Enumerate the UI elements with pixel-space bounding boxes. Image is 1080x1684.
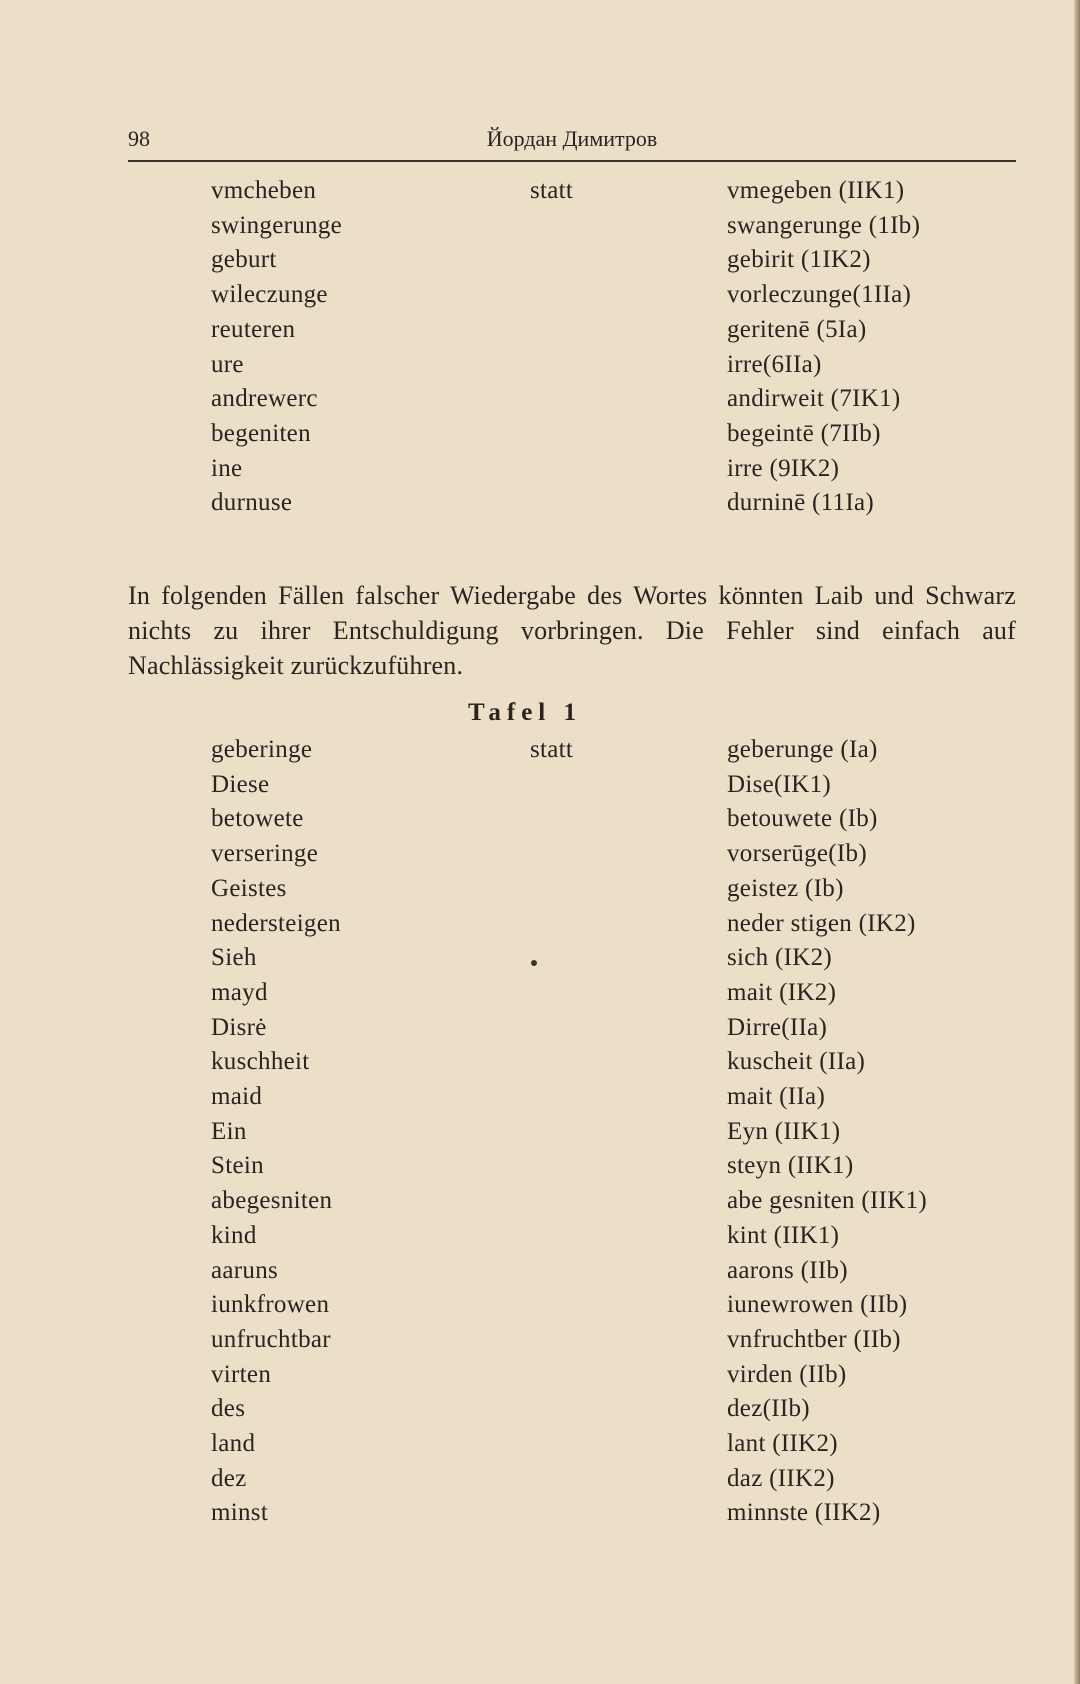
table-row — [0, 243, 1080, 277]
table-row — [0, 1011, 1080, 1045]
original-word: Stein — [211, 1152, 264, 1180]
original-word: wileczunge — [211, 281, 328, 309]
table-row — [0, 941, 1080, 975]
table-row — [0, 452, 1080, 486]
original-word: Sieh — [211, 944, 257, 972]
table-row — [0, 486, 1080, 520]
manuscript-form: vorleczunge(1IIa) — [727, 281, 912, 309]
original-word: begeniten — [211, 419, 311, 447]
table-row — [0, 313, 1080, 347]
table-row — [0, 174, 1080, 208]
statt-label: statt — [530, 736, 574, 763]
table-row — [0, 348, 1080, 382]
original-word: Ein — [211, 1117, 247, 1145]
manuscript-form: Eyn (IIK1) — [727, 1117, 841, 1145]
manuscript-form: swangerunge (1Ib) — [727, 211, 921, 239]
manuscript-form: durninē (11Ia) — [727, 489, 874, 517]
original-word: unfruchtbar — [211, 1325, 331, 1353]
manuscript-form: andirweit (7IK1) — [727, 385, 901, 413]
header-rule — [128, 160, 1016, 162]
manuscript-form: virden (IIb) — [727, 1360, 847, 1388]
original-word: kind — [211, 1221, 257, 1249]
original-word: land — [211, 1430, 256, 1457]
original-word: vmcheben — [211, 177, 317, 204]
original-word: verseringe — [211, 840, 319, 868]
table-row — [0, 1184, 1080, 1218]
statt-label: statt — [530, 177, 574, 204]
table-row — [0, 1427, 1080, 1461]
table-row — [0, 768, 1080, 802]
table-row — [0, 382, 1080, 416]
original-word: andrewerc — [211, 385, 318, 413]
table-row — [0, 1462, 1080, 1496]
original-word: iunkfrowen — [211, 1291, 330, 1319]
manuscript-form: vmegeben (IIK1) — [727, 177, 905, 204]
manuscript-form: vnfruchtber (IIb) — [727, 1325, 901, 1353]
manuscript-form: mait (IIa) — [727, 1083, 826, 1110]
table-row — [0, 1115, 1080, 1149]
table-row — [0, 907, 1080, 941]
original-word: reuteren — [211, 315, 296, 343]
manuscript-form: abe gesniten (IIK1) — [727, 1187, 928, 1215]
table-row — [0, 1080, 1080, 1114]
table-row — [0, 1254, 1080, 1288]
manuscript-form: sich (IK2) — [727, 944, 833, 972]
table-row — [0, 1149, 1080, 1183]
table-caption: Tafel 1 — [468, 699, 582, 726]
manuscript-form: kuscheit (IIa) — [727, 1048, 866, 1076]
original-word: dez — [211, 1464, 247, 1492]
table-row — [0, 1323, 1080, 1357]
manuscript-form: mait (IK2) — [727, 978, 837, 1006]
table-row — [0, 417, 1080, 451]
table-row — [0, 1496, 1080, 1530]
original-word: abegesniten — [211, 1187, 333, 1215]
body-paragraph: In folgenden Fällen falscher Wiedergabe des Wortes könnten Laib und Schwarz nichts zu ihrer Entschuldigung vorbringen. Die Fehler sind einfach auf Nachlässigkeit zurückzuführen. — [128, 581, 1016, 680]
manuscript-form: geritenē (5Ia) — [727, 315, 867, 343]
original-word: geburt — [211, 246, 277, 274]
original-word: aaruns — [211, 1256, 279, 1284]
manuscript-form: gebirit (1IK2) — [727, 246, 871, 274]
original-word: geberinge — [211, 736, 313, 763]
manuscript-form: lant (IIK2) — [727, 1430, 838, 1457]
manuscript-form: iunewrowen (IIb) — [727, 1291, 908, 1319]
original-word: Disrė — [211, 1013, 267, 1041]
running-title: Йордан Димитров — [486, 126, 658, 151]
original-word: maid — [211, 1083, 263, 1110]
original-word: durnuse — [211, 489, 293, 517]
table-row — [0, 1219, 1080, 1253]
manuscript-form: Dirre(IIa) — [727, 1013, 828, 1041]
original-word: betowete — [211, 805, 304, 833]
manuscript-form: geistez (Ib) — [727, 874, 844, 902]
table-row — [0, 837, 1080, 871]
manuscript-form: geberunge (Ia) — [727, 736, 878, 763]
manuscript-form: neder stigen (IK2) — [727, 909, 916, 937]
manuscript-form: daz (IIK2) — [727, 1464, 835, 1492]
table-row — [0, 1288, 1080, 1322]
table-row — [0, 209, 1080, 243]
manuscript-form: steyn (IIK1) — [727, 1152, 854, 1180]
original-word: minst — [211, 1499, 269, 1527]
page-number: 98 — [128, 126, 150, 151]
ink-dot — [531, 960, 537, 966]
table-row — [0, 733, 1080, 767]
original-word: Diese — [211, 770, 270, 798]
manuscript-form: betouwete (Ib) — [727, 805, 878, 833]
original-word: Geistes — [211, 874, 287, 902]
manuscript-form: irre(6IIa) — [727, 350, 822, 378]
manuscript-form: Dise(IK1) — [727, 770, 832, 798]
page-header — [128, 124, 1016, 164]
table-row — [0, 1392, 1080, 1426]
manuscript-form: kint (IIK1) — [727, 1221, 840, 1249]
manuscript-form: dez(IIb) — [727, 1395, 810, 1423]
table-row — [0, 278, 1080, 312]
table-row — [0, 872, 1080, 906]
original-word: mayd — [211, 978, 268, 1006]
manuscript-form: vorserūge(Ib) — [727, 840, 867, 868]
original-word: ine — [211, 454, 243, 482]
manuscript-form: begeintē (7IIb) — [727, 419, 881, 447]
original-word: swingerunge — [211, 211, 343, 239]
manuscript-form: irre (9IK2) — [727, 454, 840, 482]
original-word: kuschheit — [211, 1048, 310, 1076]
original-word: des — [211, 1395, 246, 1423]
table-row — [0, 802, 1080, 836]
table-row — [0, 1358, 1080, 1392]
manuscript-form: minnste (IIK2) — [727, 1499, 881, 1527]
original-word: nedersteigen — [211, 909, 341, 937]
manuscript-form: aarons (IIb) — [727, 1256, 848, 1284]
table-row — [0, 976, 1080, 1010]
original-word: ure — [211, 350, 244, 378]
original-word: virten — [211, 1360, 272, 1388]
table-row — [0, 1045, 1080, 1079]
